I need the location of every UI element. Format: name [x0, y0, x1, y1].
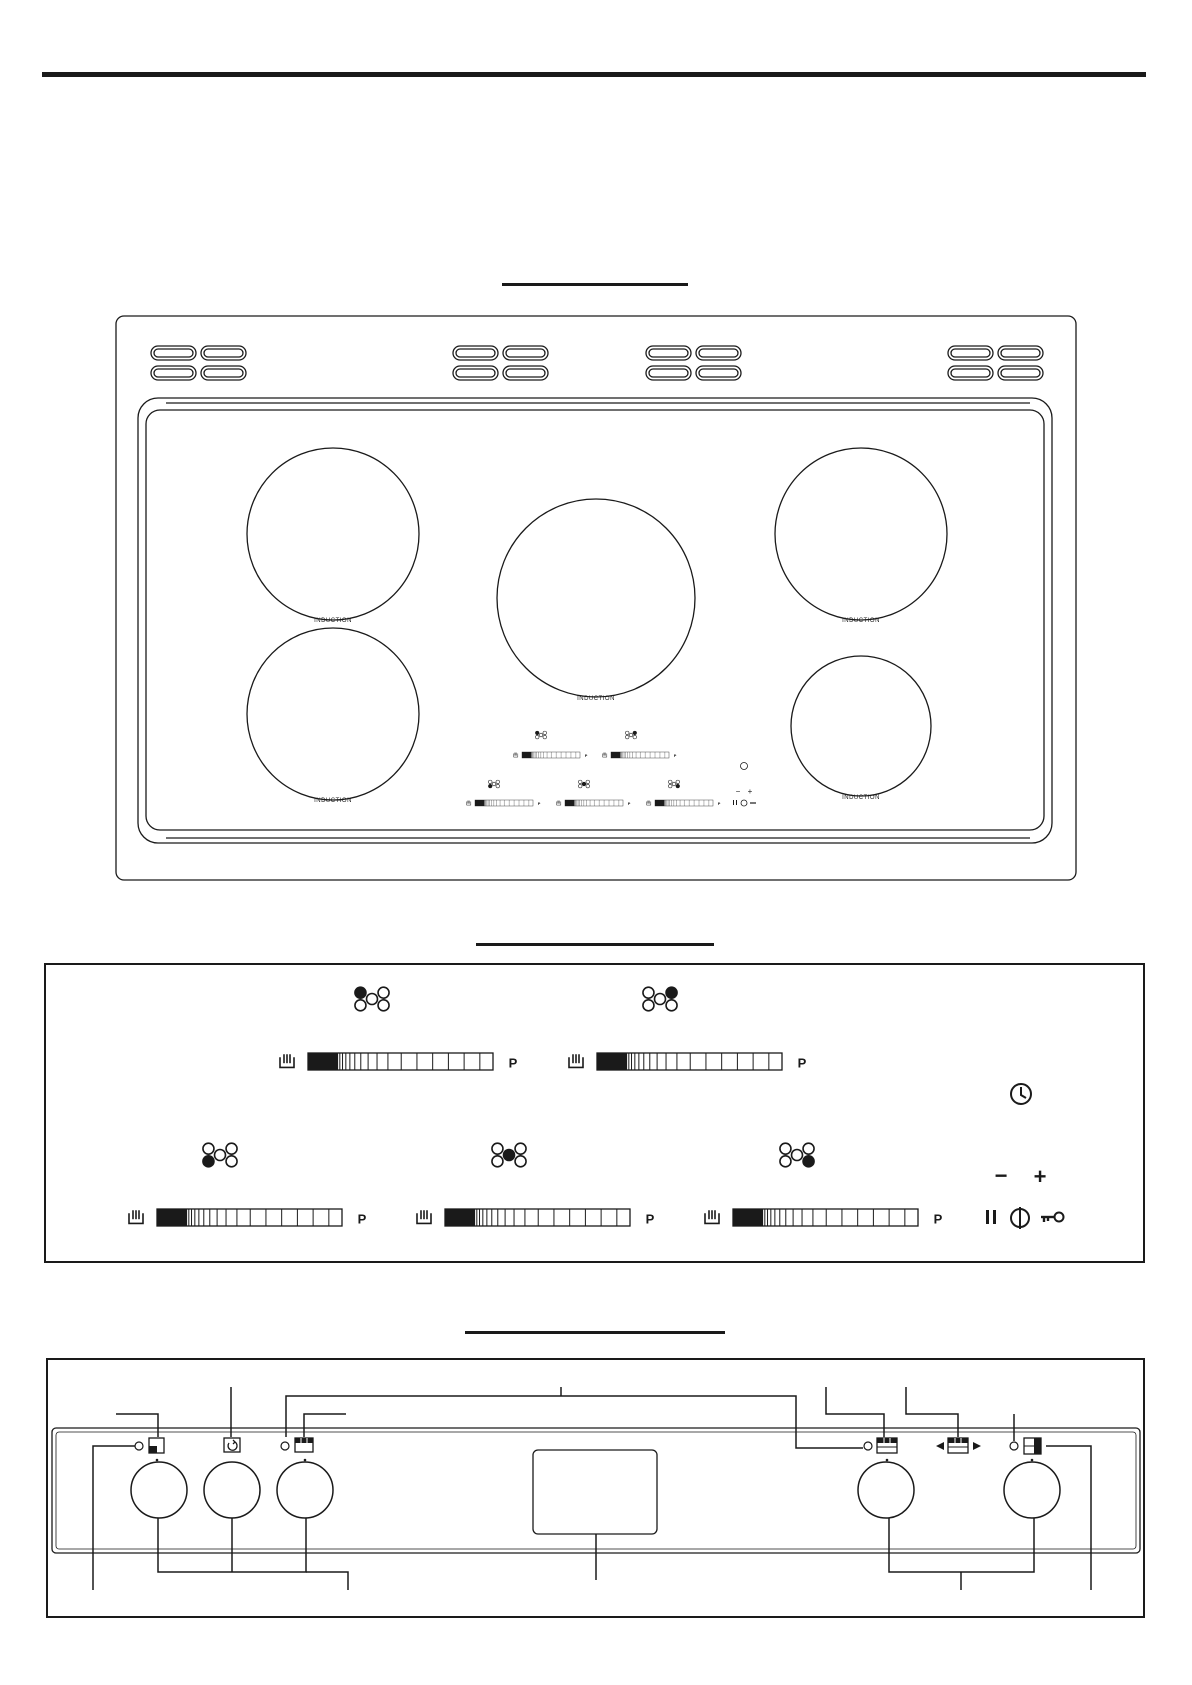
- zone-front-right-label: INDUCTION: [842, 795, 880, 801]
- power-boost-label[interactable]: P: [627, 801, 631, 807]
- zone-center-label: INDUCTION: [577, 696, 615, 702]
- zone-rear-right-label: INDUCTION: [842, 618, 880, 624]
- arrows-icon: [936, 1438, 981, 1453]
- knob-upper-oven-mode[interactable]: [858, 1462, 914, 1518]
- power-boost-label[interactable]: P: [357, 1211, 367, 1227]
- upper-oven-mode-icon: [295, 1438, 313, 1461]
- knob-lower-oven[interactable]: [131, 1462, 187, 1518]
- power-boost-label[interactable]: P: [673, 753, 677, 759]
- power-boost-label[interactable]: P: [508, 1055, 518, 1071]
- callout-lines: [93, 1387, 1091, 1590]
- mini-plus: +: [747, 787, 753, 796]
- power-boost-label[interactable]: P: [537, 801, 541, 807]
- power-boost-label[interactable]: P: [797, 1055, 807, 1071]
- zone-front-left-label: INDUCTION: [314, 798, 352, 804]
- zone-rear-left-label: INDUCTION: [314, 618, 352, 624]
- knob-oven-mode[interactable]: [277, 1462, 333, 1518]
- lower-oven-icon: [149, 1438, 164, 1461]
- knob-upper-oven[interactable]: [1004, 1462, 1060, 1518]
- indicator-light-right-a: [864, 1442, 872, 1450]
- power-boost-label[interactable]: P: [584, 753, 588, 759]
- indicator-light-mid: [281, 1442, 289, 1450]
- power-boost-label[interactable]: P: [933, 1211, 943, 1227]
- indicator-light-left: [135, 1442, 143, 1450]
- oven-mode-icon: [877, 1438, 897, 1461]
- minus-button[interactable]: −: [994, 1163, 1008, 1188]
- mini-minus: −: [735, 787, 741, 796]
- display-window: [533, 1450, 657, 1534]
- knob-oven-function[interactable]: [204, 1462, 260, 1518]
- power-boost-label[interactable]: P: [717, 801, 721, 807]
- plus-button[interactable]: +: [1033, 1164, 1047, 1189]
- indicator-light-right-b: [1010, 1442, 1018, 1450]
- power-boost-label[interactable]: P: [645, 1211, 655, 1227]
- rotate-icon: [224, 1438, 240, 1452]
- upper-oven-icon: [1024, 1438, 1041, 1461]
